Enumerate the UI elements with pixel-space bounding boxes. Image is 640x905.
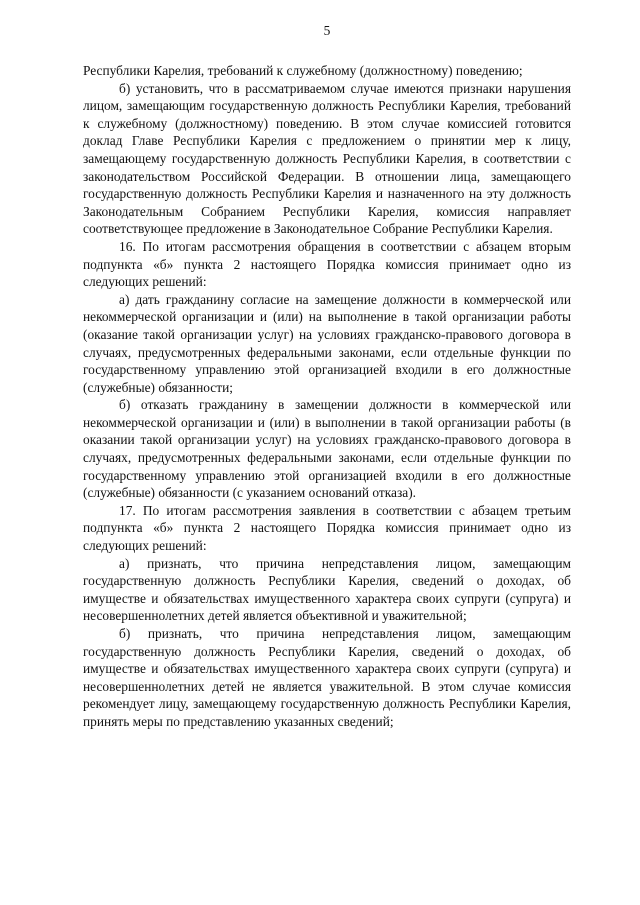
paragraph-16: 16. По итогам рассмотрения обращения в соответствии с абзацем вторым подпункта «б» пункта 2 настоящего Порядка комиссия принимает одно из следующих решений: (83, 238, 571, 290)
paragraph-16b: б) отказать гражданину в замещении должности в коммерческой или некоммерческой организации и (или) в выполнении в такой организации работы (в оказании такой организации услуг) на условиях гражданско-правового договора в случаях, предусмотренных федеральными законами, если отдельные функции по государственному управлению этой организацией входили в его должностные (служебные) обязанности (с указанием оснований отказа). (83, 397, 571, 501)
paragraph-continuation: Республики Карелия, требований к служебному (должностному) поведению; (83, 63, 523, 78)
page-number: 5 (323, 23, 331, 38)
paragraph-16a: а) дать гражданину согласие на замещение должности в коммерческой или некоммерческой организации и (или) на выполнение в такой организации работы (оказание такой организации услуг) на условиях гражданско-правового договора в случаях, предусмотренных федеральными законами, если отдельные функции по государственному управлению этой организацией входили в его должностные (служебные) обязанности; (83, 291, 571, 395)
paragraph-15b: б) установить, что в рассматриваемом случае имеются признаки нарушения лицом, замещающим государственную должность Республики Карелия, требований к служебному (должностному) поведению. В этом случае комиссией готовится доклад Главе Республики Карелия с предложением о принятии мер к лицу, замещающему государственную должность Республики Карелия, в соответствии с законодательством Российской Федерации. В отношении лица, замещающего государственную должность Республики Карелия и назначенного на эту должность Законодательным Собранием Республики Карелия, комиссия направляет соответствующее предложение в Законодательное Собрание Республики Карелия. (83, 80, 571, 237)
paragraph-17b: б) признать, что причина непредставления лицом, замещающим государственную должность Республики Карелия, сведений о доходах, об имуществе и обязательствах имущественного характера своих супруги (супруга) и несовершеннолетних детей не является уважительной. В этом случае комиссия рекомендует лицу, замещающему государственную должность Республики Карелия, принять меры по представлению указанных сведений; (83, 626, 571, 729)
document-body (83, 62, 571, 731)
paragraph-17: 17. По итогам рассмотрения заявления в соответствии с абзацем третьим подпункта «б» пункта 2 настоящего Порядка комиссия принимает одно из следующих решений: (83, 502, 571, 554)
paragraph-17a: а) признать, что причина непредставления лицом, замещающим государственную должность Республики Карелия, сведений о доходах, об имуществе и обязательствах имущественного характера своих супруги (супруга) и несовершеннолетних детей является объективной и уважительной; (83, 555, 571, 624)
